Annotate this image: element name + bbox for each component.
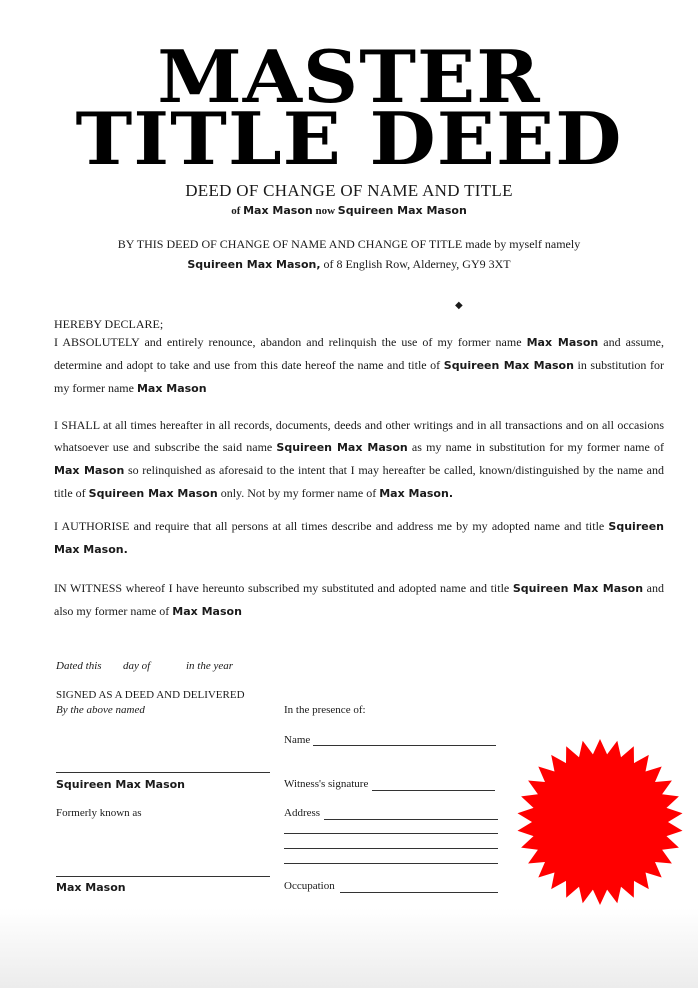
witness-address-line-4[interactable] bbox=[284, 863, 498, 864]
byline bbox=[0, 234, 698, 275]
subline-now: now bbox=[315, 205, 336, 217]
presence-label: In the presence of: bbox=[284, 704, 366, 716]
witness-address-line-2[interactable] bbox=[284, 833, 498, 834]
para1-name-2: Squireen Max Mason bbox=[443, 359, 574, 372]
para2-name-2: Max Mason bbox=[54, 464, 125, 477]
para4-name-2: Max Mason bbox=[172, 605, 242, 618]
title-line-1: MASTER bbox=[157, 34, 541, 119]
declare-heading: HEREBY DECLARE; bbox=[54, 317, 164, 331]
witness-name-line[interactable] bbox=[313, 745, 496, 746]
subline-former-name: Max Mason bbox=[243, 204, 313, 217]
para4-text-b: and also my former name of bbox=[54, 581, 664, 618]
by-above-named: By the above named bbox=[56, 704, 145, 716]
witness-occupation-line[interactable] bbox=[340, 892, 498, 893]
para2-name-3: Squireen Max Mason bbox=[88, 487, 218, 500]
para3-name-1: Squireen Max Mason. bbox=[54, 520, 664, 556]
para2-text-b: as my name in substitution for my former name of bbox=[407, 440, 664, 454]
deed-subtitle: DEED OF CHANGE OF NAME AND TITLE bbox=[185, 181, 513, 200]
para1-text-a: I ABSOLUTELY and entirely renounce, abandon and relinquish the use of my former name bbox=[54, 335, 527, 349]
para1-name-1: Max Mason bbox=[526, 336, 599, 349]
day-label: day of bbox=[123, 660, 151, 672]
para1-text-c: in substitution for my former name bbox=[54, 358, 664, 395]
deed-subline bbox=[0, 204, 698, 217]
para1-name-3: Max Mason bbox=[136, 382, 207, 395]
witness-address-line-1[interactable] bbox=[324, 819, 498, 820]
subline-of: of bbox=[231, 205, 241, 217]
seal-starburst bbox=[518, 739, 683, 905]
witness-address-label: Address bbox=[284, 807, 321, 819]
dated-label: Dated this bbox=[56, 660, 102, 672]
para2-text-a: I SHALL at all times hereafter in all records, documents, deeds and other writings and in all transactions and on all occasions whatsoever use and subscribe the said name bbox=[54, 418, 664, 454]
para1-text-b: and assume, determine and adopt to take and use from this date hereof the name and title of bbox=[54, 335, 664, 372]
para2-text-d: only. Not by my former name of bbox=[217, 486, 380, 500]
para2-text-c: so relinquished as aforesaid to the intent that I may hereafter be called, known/distinguished by the name and title of bbox=[54, 463, 664, 500]
para3-text-a: I AUTHORISE and require that all persons at all times describe and address me by my adopted name and title bbox=[54, 519, 609, 533]
witness-signature-line[interactable] bbox=[372, 790, 495, 791]
para2-name-1: Squireen Max Mason bbox=[276, 441, 408, 454]
witness-occupation-label: Occupation bbox=[284, 880, 335, 892]
byline-intro: BY THIS DEED OF CHANGE OF NAME AND CHANGE OF TITLE made by myself namely bbox=[117, 237, 581, 251]
subline-new-name: Squireen Max Mason bbox=[337, 204, 467, 217]
signature-line-2[interactable] bbox=[56, 876, 270, 877]
paragraph-authorise bbox=[54, 515, 664, 561]
signed-heading: SIGNED AS A DEED AND DELIVERED bbox=[56, 689, 245, 701]
signatory-name: Squireen Max Mason bbox=[56, 778, 186, 791]
former-name-signatory: Max Mason bbox=[56, 881, 126, 894]
byline-identity bbox=[0, 254, 698, 275]
witness-signature-label: Witness's signature bbox=[284, 778, 369, 790]
witness-name-label: Name bbox=[284, 734, 311, 746]
year-label: in the year bbox=[186, 660, 234, 672]
paragraph-shall bbox=[54, 414, 664, 505]
para4-text-a: IN WITNESS whereof I have hereunto subscribed my substituted and adopted name and title bbox=[54, 581, 513, 595]
byline-name: Squireen Max Mason, bbox=[187, 258, 321, 271]
para4-name-1: Squireen Max Mason bbox=[512, 582, 644, 595]
paragraph-witness bbox=[54, 577, 664, 623]
signature-line-1[interactable] bbox=[56, 772, 270, 773]
formerly-known-label: Formerly known as bbox=[56, 807, 142, 819]
title-line-2: TITLE DEED bbox=[75, 96, 623, 181]
byline-address: of 8 English Row, Alderney, GY9 3XT bbox=[320, 257, 511, 271]
paragraph-renounce bbox=[54, 331, 664, 400]
para2-name-4: Max Mason. bbox=[379, 487, 453, 500]
red-seal-icon bbox=[516, 738, 684, 906]
bottom-fade bbox=[0, 908, 698, 988]
witness-address-line-3[interactable] bbox=[284, 848, 498, 849]
dot-mark: ◆ bbox=[455, 300, 463, 311]
